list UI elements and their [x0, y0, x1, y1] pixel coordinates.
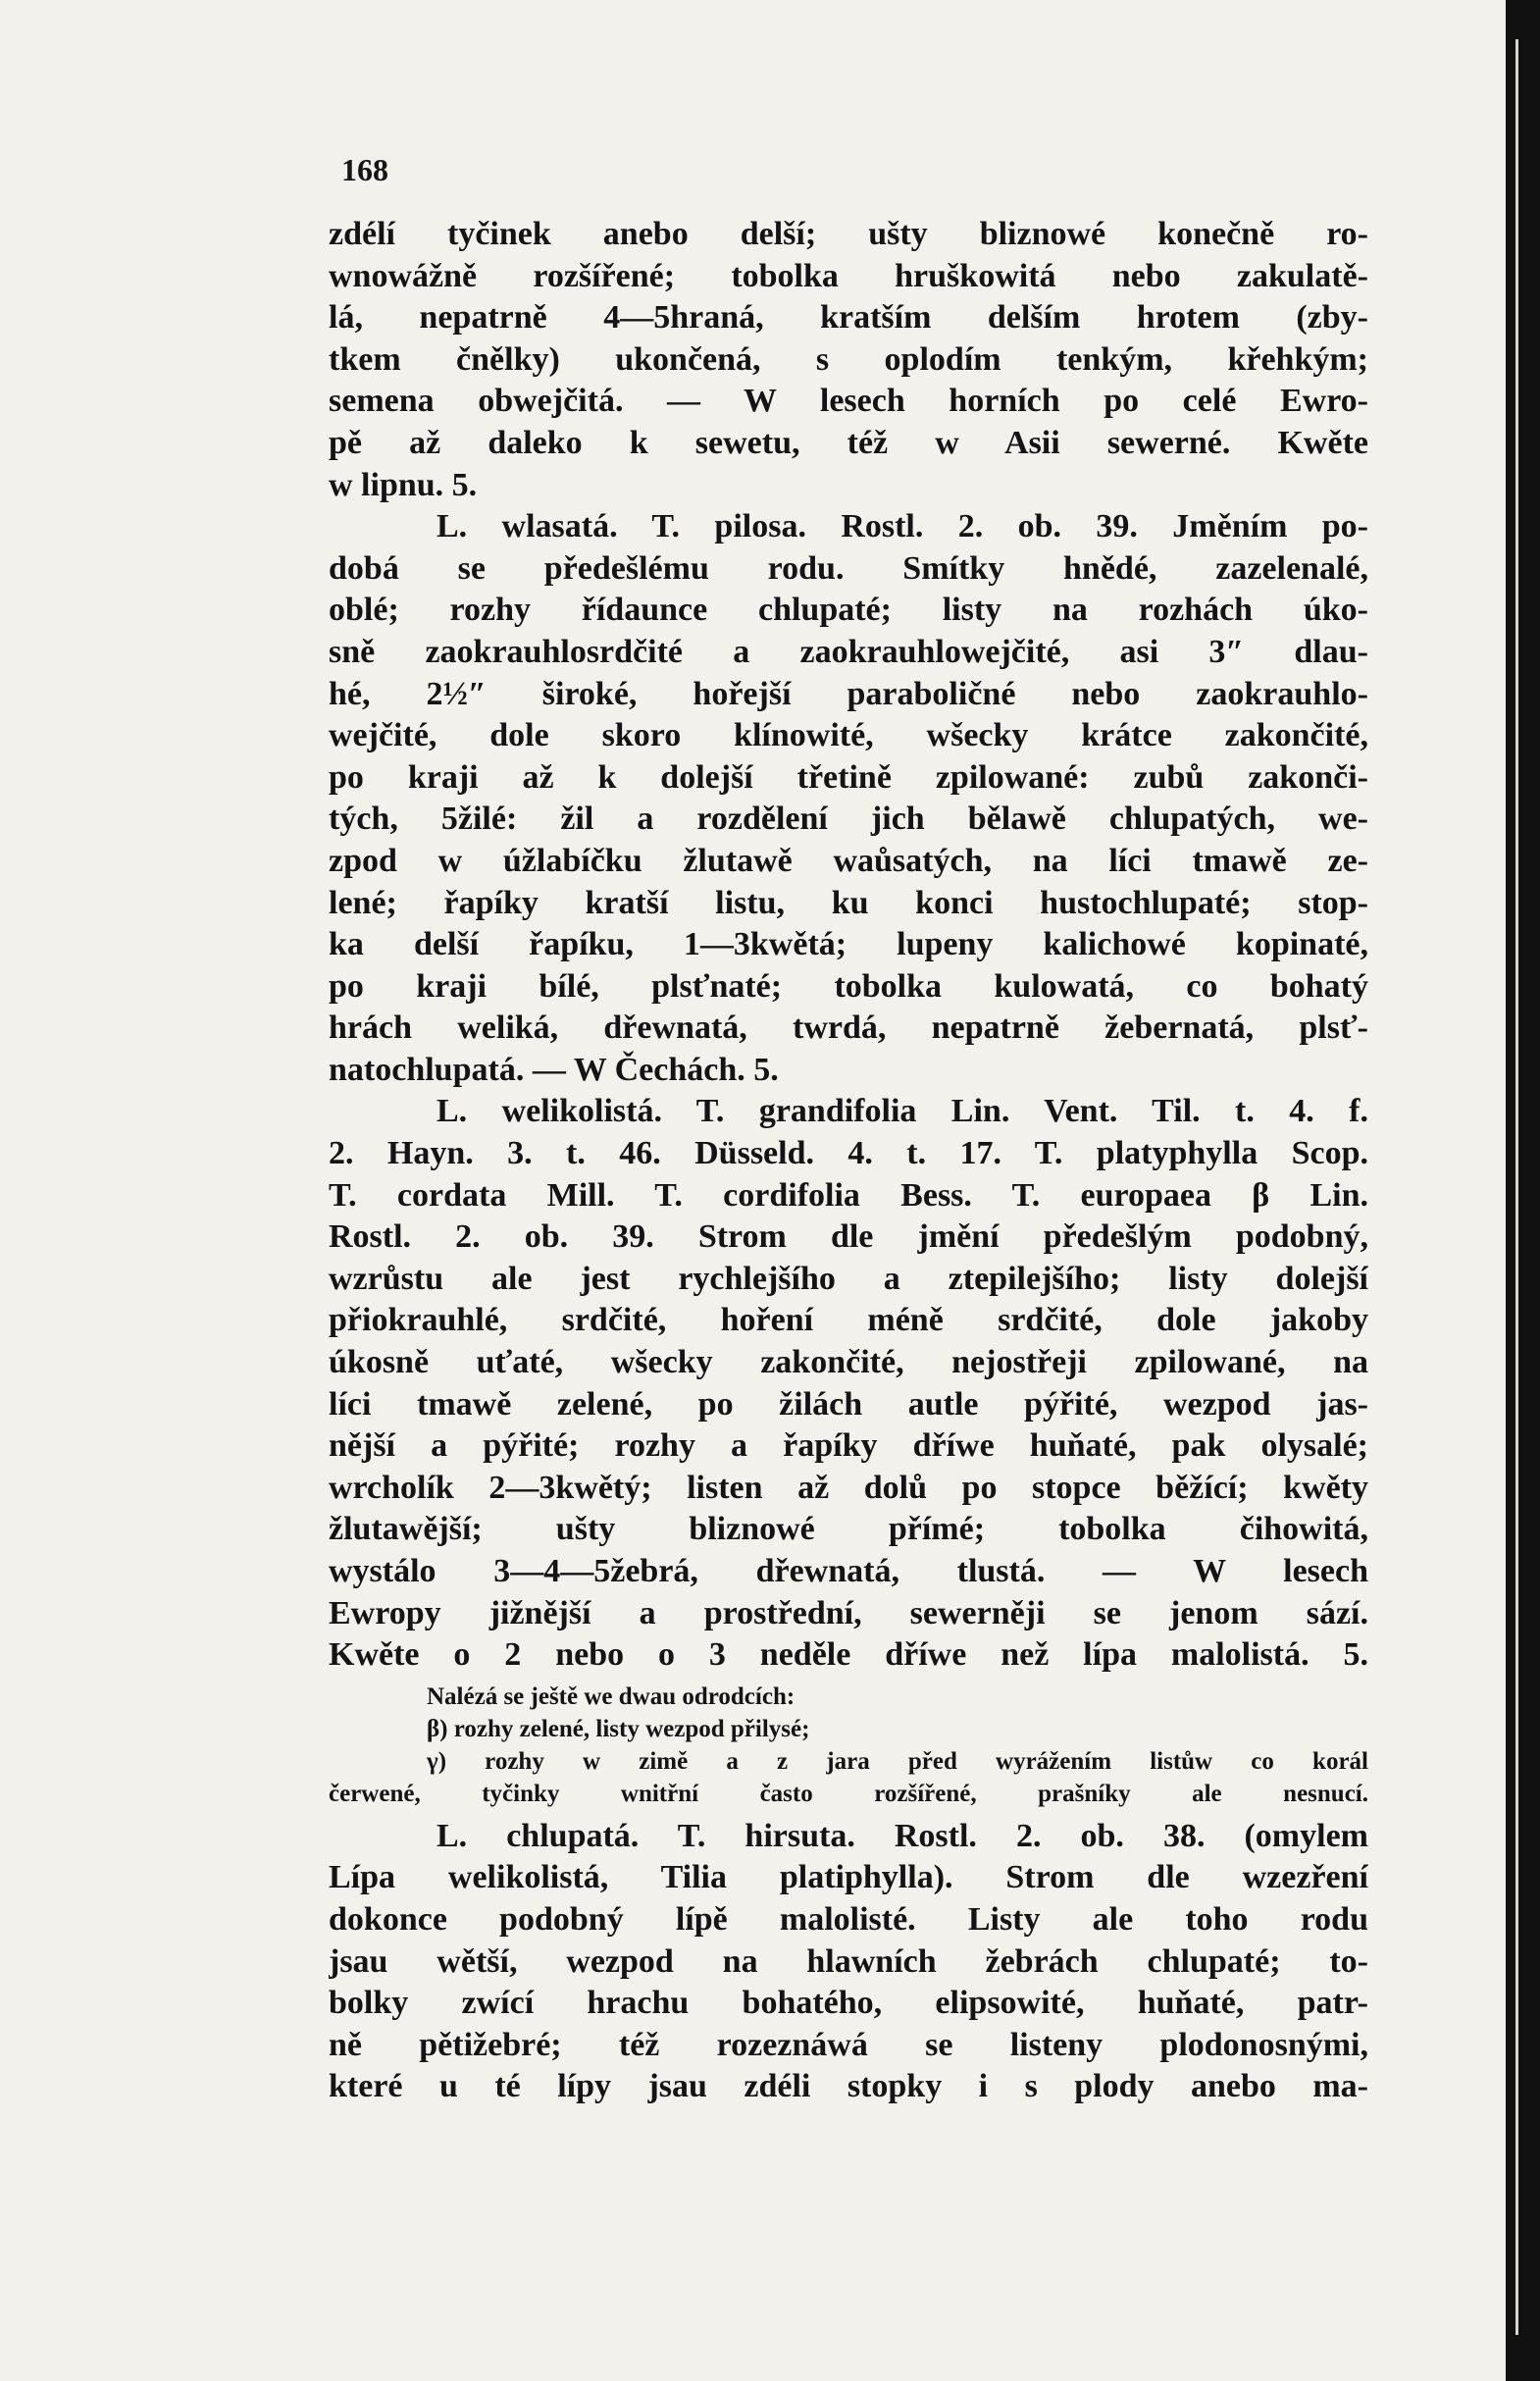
text-line: L. welikolistá. T. grandifolia Lin. Vent. Til. t. 4. f.: [436, 1093, 1368, 1130]
text-line: které u té lípy jsau zdéli stopky i s plody anebo ma-: [329, 2068, 1368, 2105]
text-line: Lípa welikolistá, Tilia platiphylla). Strom dle wzezření: [329, 1859, 1368, 1896]
page-body-text: [329, 214, 1368, 2108]
text-line: sně zaokrauhlosrdčité a zaokrauhlowejčité, asi 3″ dlau-: [329, 633, 1368, 670]
text-line: zdélí tyčinek anebo delší; ušty bliznowé konečně ro-: [329, 216, 1368, 252]
text-line: úkosně uťaté, wšecky zakončité, nejostřeji zpilowané, na: [329, 1344, 1368, 1381]
text-line: Ewropy jižnější a prostřední, sewerněji se jenom sází.: [329, 1594, 1368, 1631]
text-line: semena obwejčitá. — W lesech horních po celé Ewro-: [329, 383, 1368, 420]
text-line: Rostl. 2. ob. 39. Strom dle jmění předešlým podobný,: [329, 1218, 1368, 1256]
text-line: lá, nepatrně 4—5hraná, kratším delším hrotem (zby-: [329, 299, 1368, 336]
text-line: L. wlasatá. T. pilosa. Rostl. 2. ob. 39. Jměním po-: [436, 508, 1368, 545]
text-line: wnowážně rozšířené; tobolka hruškowitá nebo zakulatě-: [329, 257, 1368, 294]
text-line: pě až daleko k sewetu, též w Asii sewerné. Kwěte: [329, 424, 1368, 461]
text-line: wzrůstu ale jest rychlejšího a ztepilejšího; listy dolejší: [329, 1260, 1368, 1297]
text-line: Kwěte o 2 nebo o 3 neděle dříwe než lípa malolistá. 5.: [329, 1636, 1368, 1674]
text-line: žlutawější; ušty bliznowé přímé; tobolka čihowitá,: [329, 1511, 1368, 1548]
page-edge-line: [1515, 39, 1518, 2335]
text-line: T. cordata Mill. T. cordifolia Bess. T. europaea β Lin.: [329, 1176, 1368, 1214]
text-line: tých, 5žilé: žil a rozdělení jich bělawě chlupatých, we-: [329, 801, 1368, 838]
scan-dark-edge: [1506, 0, 1540, 2381]
text-line: natochlupatá. — W Čechách. 5.: [329, 1051, 779, 1088]
text-line: po kraji bílé, plsťnaté; tobolka kulowatá, co bohatý: [329, 967, 1368, 1005]
note-line: β) rozhy zelené, listy wezpod přilysé;: [427, 1715, 810, 1742]
text-line: wejčité, dole skoro klínowité, wšecky krátce zakončité,: [329, 717, 1368, 754]
text-line: dobá se předešlému rodu. Smítky hnědé, zazelenalé,: [329, 549, 1368, 587]
page-number: 168: [341, 152, 388, 187]
text-line: hrách weliká, dřewnatá, twrdá, nepatrně žebernatá, plsť-: [329, 1009, 1368, 1047]
text-line: oblé; rozhy řídaunce chlupaté; listy na rozhách úko-: [329, 592, 1368, 629]
text-line: ně pětižebré; též rozeznáwá se listeny plodonosnými,: [329, 2026, 1368, 2063]
text-line: dokonce podobný lípě malolisté. Listy ale toho rodu: [329, 1900, 1368, 1938]
text-line: hé, 2½″ široké, hořejší paraboličné nebo zaokrauhlo-: [329, 675, 1368, 712]
text-line: wystálo 3—4—5žebrá, dřewnatá, tlustá. — W lesech: [329, 1553, 1368, 1589]
text-line: tkem čnělky) ukončená, s oplodím tenkým, křehkým;: [329, 340, 1368, 378]
text-line: přiokrauhlé, srdčité, hoření méně srdčité, dole jakoby: [329, 1302, 1368, 1339]
text-line: lené; řapíky kratší listu, ku konci hustochlupaté; stop-: [329, 884, 1368, 921]
text-line: zpod w úžlabíčku žlutawě waůsatých, na líci tmawě ze-: [329, 842, 1368, 879]
text-line: w lipnu. 5.: [329, 466, 478, 503]
text-line: líci tmawě zelené, po žilách autle pýřité, wezpod jas-: [329, 1385, 1368, 1423]
text-line: jsau wětší, wezpod na hlawních žebrách chlupaté; to-: [329, 1942, 1368, 1980]
text-line: 2. Hayn. 3. t. 46. Düsseld. 4. t. 17. T. platyphylla Scop.: [329, 1135, 1368, 1172]
note-line: γ) rozhy w zimě a z jara před wyrážením listůw co korál: [427, 1747, 1368, 1775]
text-line: L. chlupatá. T. hirsuta. Rostl. 2. ob. 38. (omylem: [436, 1817, 1368, 1854]
note-line: čerwené, tyčinky wnitřní často rozšířené, prašníky ale nesnucí.: [329, 1780, 1368, 1807]
text-line: ka delší řapíku, 1—3kwětá; lupeny kalichowé kopinaté,: [329, 926, 1368, 963]
text-line: wrcholík 2—3kwětý; listen až dolů po stopce běžící; kwěty: [329, 1469, 1368, 1506]
text-line: nější a pýřité; rozhy a řapíky dříwe huňaté, pak olysalé;: [329, 1427, 1368, 1465]
text-line: bolky zwící hrachu bohatého, elipsowité, huňaté, patr-: [329, 1985, 1368, 2022]
text-line: po kraji až k dolejší třetině zpilowané: zubů zakonči-: [329, 758, 1368, 796]
note-line: Nalézá se ještě we dwau odrodcích:: [427, 1682, 796, 1710]
